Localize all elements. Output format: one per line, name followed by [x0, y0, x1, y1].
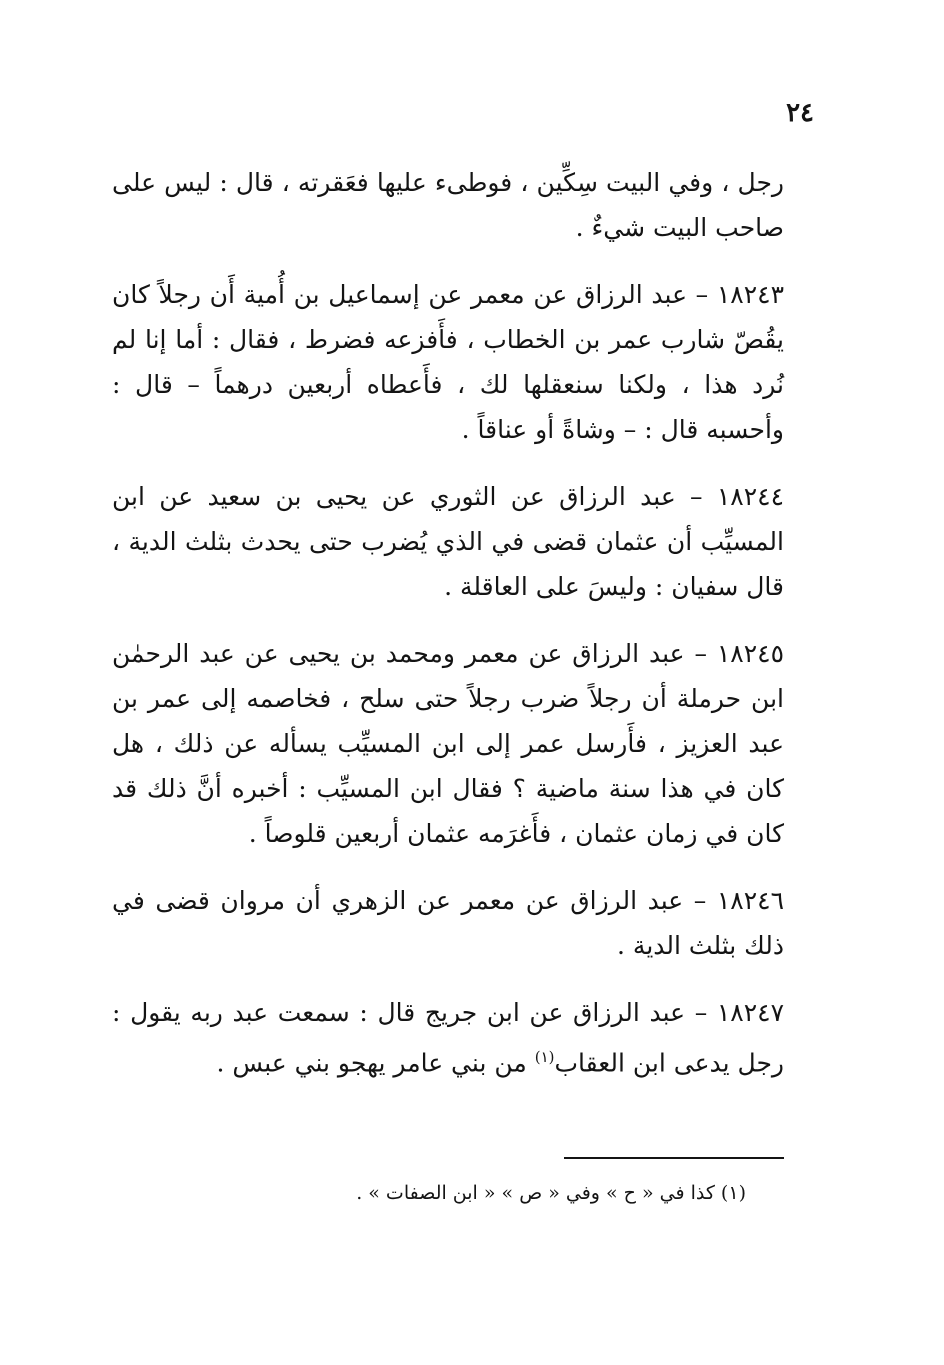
- paragraph-continuation: [112, 160, 784, 250]
- paragraph-text: – عبد الرزاق عن معمر عن إسماعيل بن أُمية أَن رجلاً كان يقُصّ شارب عمر بن الخطاب ، فأَفزعه فضرط ، فقال : أما إنا لم نُرد هذا ، ولكنا سنعقلها لك ، فأَعطاه أربعين درهماً – قال : وأحسبه قال : – وشاةً أو عناقاً .: [112, 280, 784, 444]
- paragraph-18246: [112, 878, 784, 968]
- paragraph-text-continued: من بني عامر يهجو بني عبس .: [216, 1048, 535, 1078]
- hadith-number: ١٨٢٤٣: [716, 280, 785, 309]
- page-number: ٢٤: [786, 98, 814, 128]
- body-text: [112, 160, 784, 1107]
- paragraph-text: – عبد الرزاق عن الثوري عن يحيى بن سعيد عن ابن المسيِّب أن عثمان قضى في الذي يُضرب حتى يحدث بثلث الدية ، قال سفيان : وليسَ على العاقلة .: [112, 482, 784, 601]
- hadith-number: ١٨٢٤٥: [716, 639, 784, 668]
- footnote-divider: [564, 1157, 784, 1159]
- footnote: (١) كذا في « ح » وفي « ص » « ابن الصفات » .: [356, 1182, 746, 1204]
- paragraph-18247: [112, 990, 784, 1085]
- hadith-number: ١٨٢٤٤: [716, 482, 784, 511]
- paragraph-text: – عبد الرزاق عن معمر عن الزهري أن مروان قضى في ذلك بثلث الدية .: [112, 886, 784, 960]
- paragraph-18245: [112, 631, 784, 856]
- hadith-number: ١٨٢٤٦: [716, 886, 784, 915]
- paragraph-18244: [112, 474, 784, 609]
- paragraph-text: – عبد الرزاق عن ابن جريج قال : سمعت عبد ربه يقول : رجل يدعى ابن العقاب: [112, 998, 784, 1078]
- hadith-number: ١٨٢٤٧: [716, 998, 784, 1027]
- paragraph-text: – عبد الرزاق عن معمر ومحمد بن يحيى عن عبد الرحمٰن ابن حرملة أن رجلاً ضرب رجلاً حتى سلح ، فخاصمه إلى عمر بن عبد العزيز ، فأَرسل عمر إلى ابن المسيِّب يسأله عن ذلك ، هل كان في هذا سنة ماضية ؟ فقال ابن المسيِّب : أخبره أنَّ ذلك قد كان في زمان عثمان ، فأَغرَمه عثمان أربعين قلوصاً .: [112, 639, 784, 848]
- footnote-reference: (١): [534, 1048, 555, 1066]
- paragraph-18243: [112, 272, 784, 452]
- paragraph-text: رجل ، وفي البيت سِكِّين ، فوطىء عليها فعَقرته ، قال : ليس على صاحب البيت شيءٌ .: [112, 168, 784, 242]
